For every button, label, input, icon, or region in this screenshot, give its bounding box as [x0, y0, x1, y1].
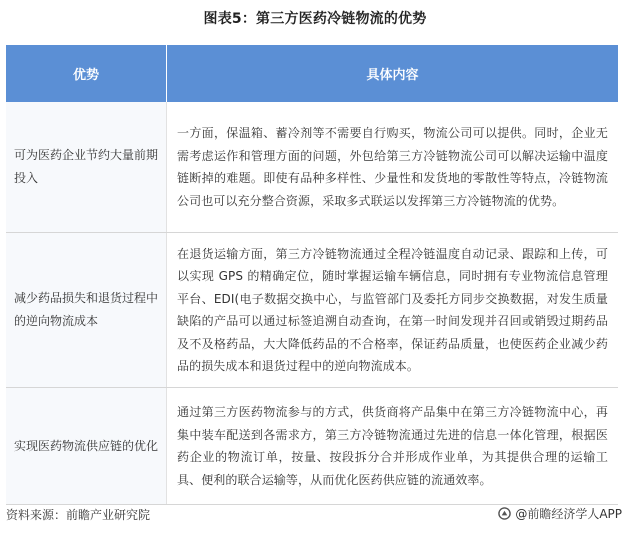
advantage-cell: 可为医药企业节约大量前期投入: [6, 102, 167, 233]
brand-label: @前瞻经济学人APP: [515, 507, 622, 521]
advantage-cell: 减少药品损失和退货过程中的逆向物流成本: [6, 233, 167, 388]
advantage-cell: 实现医药物流供应链的优化: [6, 388, 167, 505]
table-row: [6, 388, 618, 505]
content-cell: 一方面，保温箱、蓄冷剂等不需要自行购买，物流公司可以提供。同时，企业无需考虑运作和管理方面的问题，外包给第三方冷链物流公司可以解决运输中温度链断掉的难题。即使有品种多样性、少量性和发货地的零散性等特点，冷链物流公司也可以充分整合资源，采取多式联运以发挥第三方冷链物流的优势。: [167, 102, 619, 233]
content-cell: 通过第三方医药物流参与的方式，供货商将产品集中在第三方冷链物流中心，再集中装车配送到各需求方，第三方冷链物流通过先进的信息一体化管理，根据医药企业的物流订单，按量、按段拆分合并形成作业单，为其提供合理的运输工具、便利的联合运输等，从而优化医药供应链的流通效率。: [167, 388, 619, 505]
table-row: [6, 102, 618, 233]
brand-attribution: [498, 505, 622, 522]
header-content: 具体内容: [167, 45, 619, 102]
header-advantage: 优势: [6, 45, 167, 102]
source-note: 资料来源：前瞻产业研究院: [6, 508, 151, 522]
figure-title: 图表5：第三方医药冷链物流的优势: [203, 11, 427, 27]
table-row: [6, 233, 618, 388]
brand-logo-icon: [498, 507, 511, 520]
table-header-row: [6, 45, 618, 102]
advantages-table: [6, 45, 618, 505]
content-cell: 在退货运输方面，第三方冷链物流通过全程冷链温度自动记录、跟踪和上传，可以实现 GPS 的精确定位，随时掌握运输车辆信息，同时拥有专业物流信息管理平台、EDI(电子数据交换中心，与监管部门及委托方同步交换数据，对发生质量缺陷的产品可以通过标签追溯自动查询，在第一时间发现并召回或销毁过期药品及不及格药品，大大降低药品的不合格率，保证药品质量，也使医药企业减少药品的损失成本和退货过程中的逆向物流成本。: [167, 233, 619, 388]
